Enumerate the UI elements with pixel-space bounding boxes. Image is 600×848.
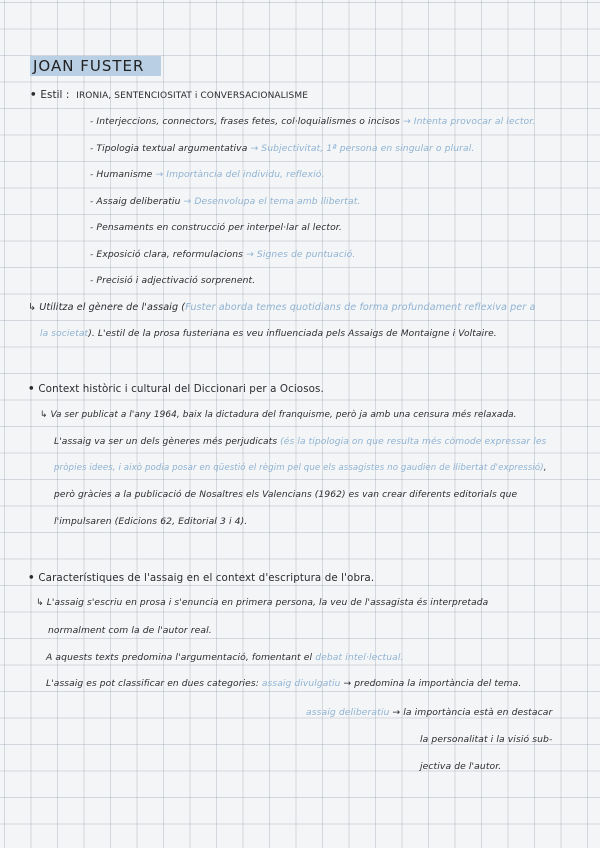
estil-paragraph-line: la societat). L'estil de la prosa fusteriana es veu influenciada pels Assaigs de Montaigne i Voltaire. — [40, 329, 497, 339]
caracteristiques-line: jectiva de l'autor. — [420, 761, 502, 772]
context-heading: • Context històric i cultural del Diccionari per a Ociosos. — [28, 383, 324, 395]
estil-item: - Humanisme → Importància del individu, reflexió. — [90, 169, 325, 180]
estil-paragraph-line: ↳ Utilitza el gènere de l'assaig (Fuster aborda temes quotidians de forma profundament reflexiva per a — [28, 302, 536, 313]
caracteristiques-line: normalment com la de l'autor real. — [48, 625, 212, 636]
caracteristiques-heading: • Característiques de l'assaig en el context d'escriptura de l'obra. — [28, 572, 375, 584]
estil-item: - Interjeccions, connectors, frases fetes, col·loquialismes o incisos → Intenta provocar al lector. — [90, 116, 536, 127]
estil-heading-text: IRONIA, SENTENCIOSITAT i CONVERSACIONALISME — [76, 91, 308, 101]
caracteristiques-line: L'assaig es pot classificar en dues categories: assaig divulgatiu → predomina la importància del tema. — [46, 679, 522, 689]
caracteristiques-line: A aquests texts predomina l'argumentació, fomentant el debat intel·lectual. — [46, 652, 404, 663]
estil-item: - Tipologia textual argumentativa → Subjectivitat, 1ª persona en singular o plural. — [90, 143, 475, 154]
estil-item: - Exposició clara, reformulacions → Signes de puntuació. — [90, 249, 356, 260]
bullet-icon: • — [28, 383, 39, 395]
caracteristiques-line: assaig deliberatiu → la importància està en destacar — [306, 707, 553, 718]
context-line: ↳ Va ser publicat a l'any 1964, baix la dictadura del franquisme, però ja amb una censura més relaxada. — [40, 410, 517, 420]
estil-label: Estil : — [40, 89, 70, 101]
context-line: L'assaig va ser un dels gèneres més perjudicats (és la tipologia on que resulta més còmode expressar les — [54, 437, 547, 447]
estil-item: - Assaig deliberatiu → Desenvolupa el tema amb llibertat. — [90, 196, 361, 207]
context-line: pròpies idees, i això podia posar en qüestió el règim pel que els assagistes no gaudien de llibertat d'expressió), — [54, 463, 547, 473]
bullet-icon: • — [30, 89, 41, 101]
estil-heading — [30, 89, 308, 101]
caracteristiques-line: ↳ L'assaig s'escriu en prosa i s'enuncia en primera persona, la veu de l'assagista és interpretada — [36, 598, 489, 608]
caracteristiques-line: la personalitat i la visió sub- — [420, 734, 553, 745]
bullet-icon: • — [28, 572, 39, 584]
context-line: l'impulsaren (Edicions 62, Editorial 3 i 4). — [54, 516, 248, 527]
page-title: JOAN FUSTER — [30, 56, 161, 76]
estil-item: - Pensaments en construcció per interpel·lar al lector. — [90, 222, 342, 233]
context-line: però gràcies a la publicació de Nosaltres els Valencians (1962) es van crear diferents editorials que — [54, 490, 518, 500]
estil-item: - Precisió i adjectivació sorprenent. — [90, 275, 256, 286]
